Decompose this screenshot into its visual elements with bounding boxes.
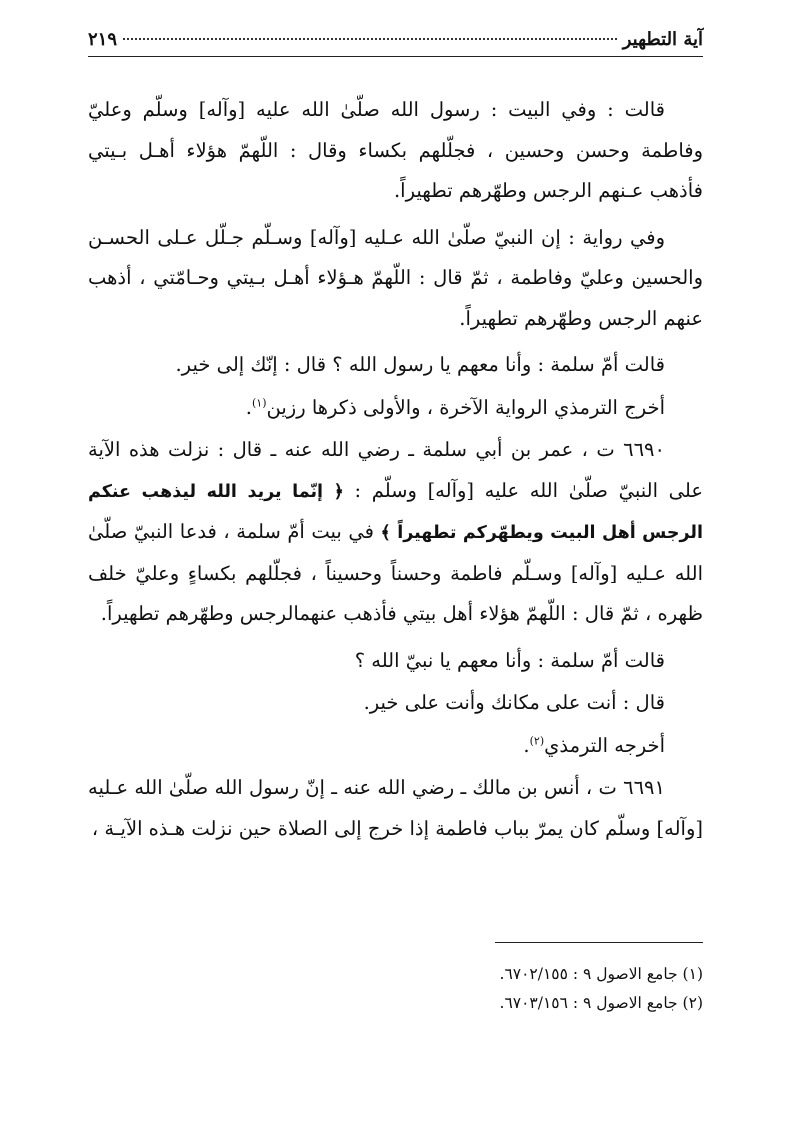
dotted-leader	[123, 38, 617, 40]
paragraph-1: قالت : وفي البيت : رسول الله صلّىٰ الله عليه [وآله] وسلّم وعليّ وفاطمة وحسن وحسين ، فجلّلهم بكساء وقال : اللّهمّ هؤلاء أهـل بـيتي فأذهب عـنهم الرجس وطهّرهم تطهيراً.	[88, 98, 703, 202]
paragraph-7: قال : أنت على مكانك وأنت على خير.	[363, 691, 665, 714]
paragraph-4-text: أخرج الترمذي الرواية الآخرة ، والأولى ذكرها رزين	[266, 395, 665, 419]
footnote-2: (٢) جامع الاصول ٩ : ٦٧٠٣/١٥٦.	[499, 994, 703, 1012]
paragraph-4: أخرج الترمذي الرواية الآخرة ، والأولى ذكرها رزين$^{(١)}$.	[245, 395, 665, 419]
paragraph-5-text-b: في بيت أمّ سلمة ، فدعا النبيّ صلّىٰ الله عـليه [وآله] وسـلّم فاطمة وحسناً وحسيناً ، فجلّلهم بكساءٍ وعليّ خلف ظهره ، ثمّ قال : اللّهمّ هؤلاء أهل بيتي فأذهب عنهمالرجس وطهّرهم تطهيراً.	[88, 520, 703, 625]
footnote-ref-2: (٢)	[529, 734, 545, 747]
header-title: آية التطهير	[622, 28, 703, 50]
paragraph-5	[88, 430, 703, 635]
paragraph-2: وفي رواية : إن النبيّ صلّىٰ الله عـليه [وآله] وسـلّم جـلّل عـلى الحسـن والحسين وعليّ وفاطمة ، ثمّ قال : اللّهمّ هـؤلاء أهـل بـيتي وحـامّتي ، أذهب عنهم الرجس وطهّرهم تطهيراً.	[88, 225, 703, 330]
paragraph-9: ٦٦٩١ ت ، أنس بن مالك ـ رضي الله عنه ـ إنّ رسول الله صلّىٰ الله عـليه [وآله] وسلّم كان يمرّ بباب فاطمة إذا خرج إلى الصلاة حين نزلت هـذه الآيـة ،	[88, 776, 703, 840]
page-number: ٢١٩	[88, 28, 118, 50]
paragraph-8: أخرجه الترمذي$^{(٢)}$.	[523, 733, 665, 757]
paragraph-5-text-a: ٦٦٩٠ ت ، عمر بن أبي سلمة ـ رضي الله عنه ـ قال : نزلت هذه الآية على النبيّ صلّىٰ الله عليه [وآله] وسلّم :	[88, 438, 703, 502]
paragraph-6: قالت أمّ سلمة : وأنا معهم يا نبيّ الله ؟	[354, 648, 665, 672]
paragraph-3: قالت أمّ سلمة : وأنا معهم يا رسول الله ؟ قال : إنّك إلى خير.	[175, 353, 665, 376]
footnotes	[88, 960, 703, 1018]
main-text	[88, 90, 703, 855]
footnote-ref-1: (١)	[252, 396, 267, 409]
paragraph-8-text: أخرجه الترمذي	[544, 733, 665, 757]
footnote-separator	[495, 942, 703, 943]
footnote-1: (١) جامع الاصول ٩ : ٦٧٠٢/١٥٥.	[499, 965, 703, 983]
quran-verse: ﴿ إنّما يريد الله ليذهب عنكم الرجس أهل البيت ويطهّركم تطهيراً ﴾	[88, 481, 703, 543]
running-header	[88, 22, 703, 57]
